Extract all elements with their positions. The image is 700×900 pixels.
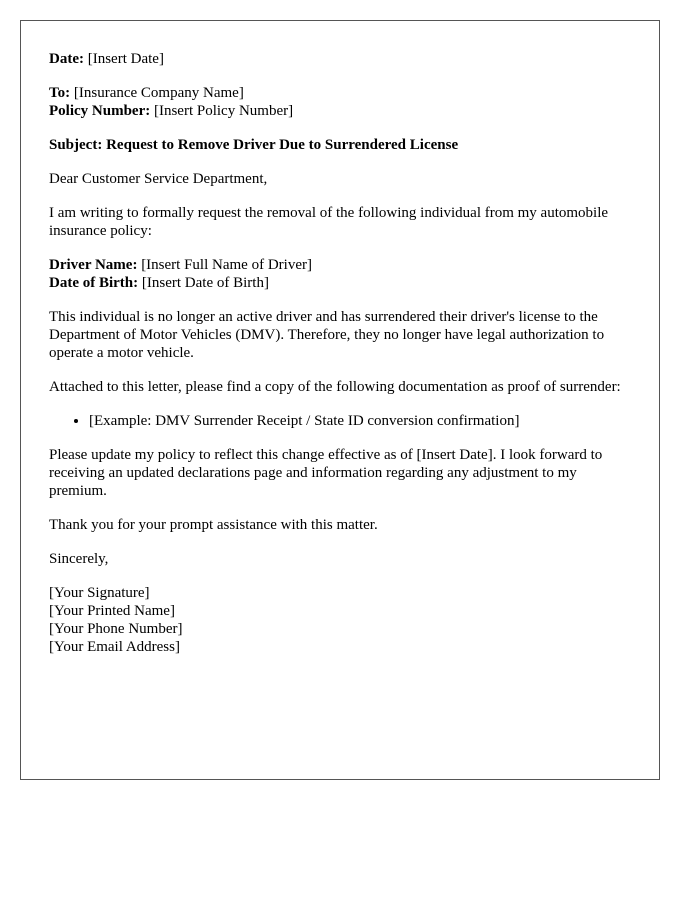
date-line	[49, 50, 631, 68]
closing: Sincerely,	[49, 551, 109, 567]
date-of-birth-label: Date of Birth:	[49, 275, 139, 291]
update-request-paragraph: Please update my policy to reflect this change effective as of [Insert Date]. I look forward to receiving an updated declarations page and information regarding any adjustment to my premium.	[49, 447, 603, 499]
intro-paragraph: I am writing to formally request the removal of the following individual from my automobile insurance policy:	[49, 205, 609, 239]
letter-page	[20, 20, 660, 780]
list-item: • [Example: DMV Surrender Receipt / State ID conversion confirmation]	[89, 412, 631, 430]
to-value: [Insurance Company Name]	[70, 85, 244, 101]
thanks-paragraph: Thank you for your prompt assistance with this matter.	[49, 517, 378, 533]
attachment-paragraph: Attached to this letter, please find a copy of the following documentation as proof of surrender:	[49, 379, 621, 395]
documents-list	[49, 412, 631, 430]
status-paragraph: This individual is no longer an active driver and has surrendered their driver's license to the Department of Motor Vehicles (DMV). Therefore, they no longer have legal authorization to operate a motor vehicle.	[49, 309, 605, 361]
to-label: To:	[49, 85, 71, 101]
driver-name-label: Driver Name:	[49, 257, 138, 273]
date-label: Date:	[49, 51, 84, 67]
subject-line	[49, 136, 631, 154]
date-of-birth-line	[49, 274, 631, 292]
subject-text: Subject: Request to Remove Driver Due to Surrendered License	[49, 137, 459, 153]
date-value: [Insert Date]	[83, 51, 164, 67]
policy-number-line	[49, 102, 631, 120]
salutation: Dear Customer Service Department,	[49, 171, 268, 187]
driver-name-value: [Insert Full Name of Driver]	[137, 257, 312, 273]
signature-line: [Your Signature]	[49, 585, 150, 601]
policy-number-label: Policy Number:	[49, 103, 151, 119]
email-line: [Your Email Address]	[49, 639, 180, 655]
driver-name-line	[49, 256, 631, 274]
policy-number-value: [Insert Policy Number]	[150, 103, 294, 119]
signature-block	[49, 584, 631, 656]
printed-name-line: [Your Printed Name]	[49, 603, 175, 619]
to-line	[49, 84, 631, 102]
phone-line: [Your Phone Number]	[49, 621, 183, 637]
recipient-block	[49, 84, 631, 120]
driver-details	[49, 256, 631, 292]
date-of-birth-value: [Insert Date of Birth]	[138, 275, 269, 291]
